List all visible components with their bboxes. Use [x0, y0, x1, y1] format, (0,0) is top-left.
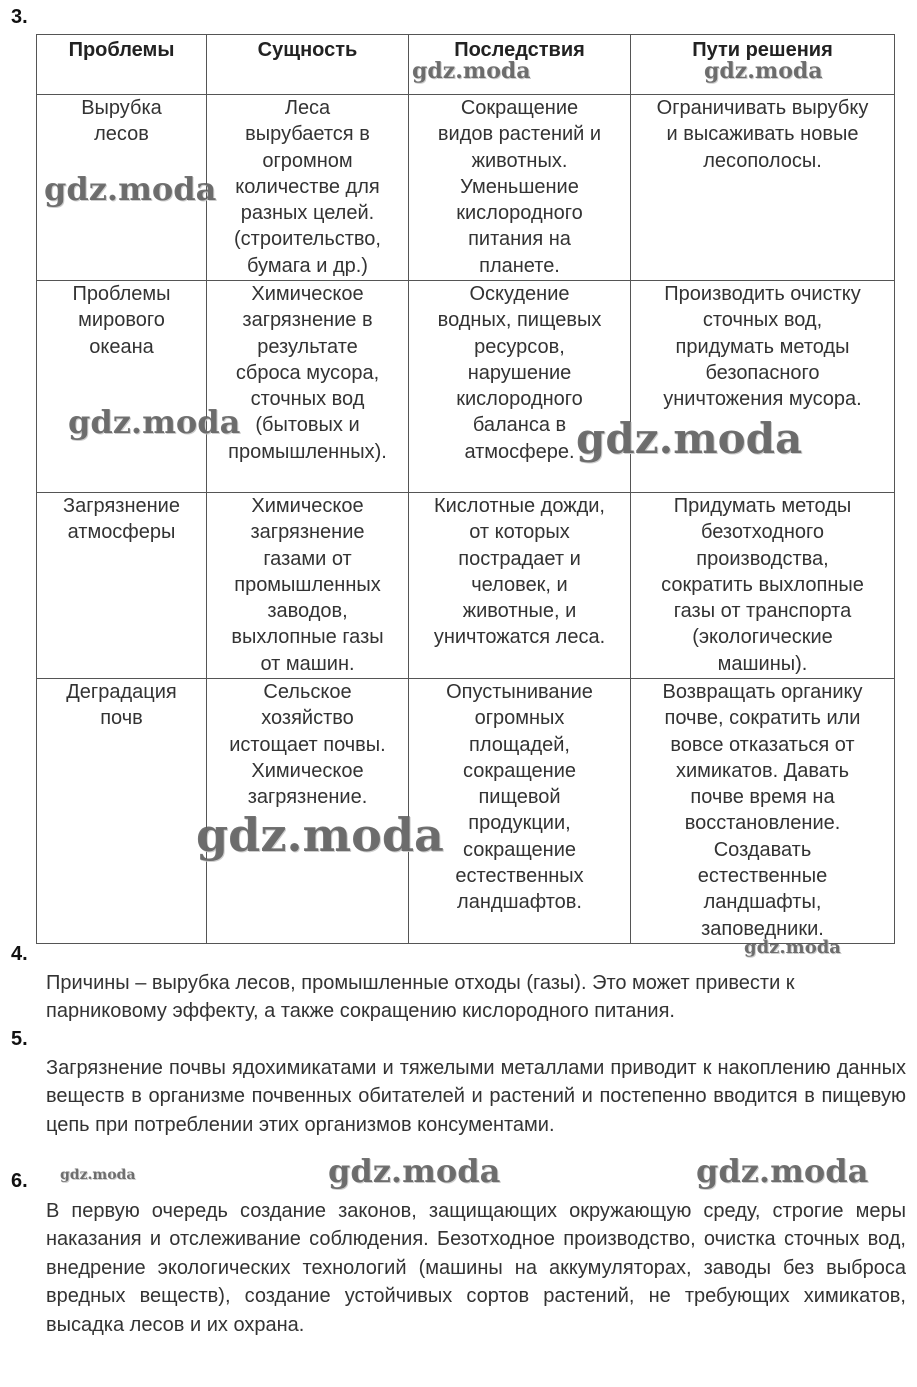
task-number-5: 5.: [11, 1028, 28, 1050]
header-consequences: Последствия: [409, 35, 631, 95]
task5-text: Загрязнение почвы ядохимикатами и тяжелыми металлами приводит к накоплению данных веществ в организме почвенных обитателей и растений и постепенно вводится в пищевую цепь при потреблении этих организмов консументами.: [46, 1057, 906, 1136]
cell-essence: Сельское хозяйство истощает почвы. Химическое загрязнение.: [207, 679, 409, 944]
cell-consequences: Кислотные дожди, от которых пострадает и человек, и животные, и уничтожатся леса.: [409, 493, 631, 679]
header-essence: Сущность: [207, 35, 409, 95]
cell-solutions: Производить очистку сточных вод, придумать методы безопасного уничтожения мусора.: [631, 281, 895, 493]
cell-problem: Загрязнение атмосферы: [37, 493, 207, 679]
task-number-4: 4.: [11, 943, 28, 965]
task4-text: Причины – вырубка лесов, промышленные отходы (газы). Это может привести к парниковому эффекту, а также сокращению кислородного питания.: [46, 972, 795, 1023]
watermark-logo: gdz.moda: [328, 1152, 501, 1190]
watermark-logo: gdz.moda: [576, 414, 803, 463]
cell-consequences: Опустынивание огромных площадей, сокращение пищевой продукции, сокращение естественных ландшафтов.: [409, 679, 631, 944]
cell-essence: Леса вырубается в огромном количестве для разных целей. (строительство, бумага и др.): [207, 95, 409, 281]
cell-solutions: Ограничивать вырубку и высаживать новые лесополосы.: [631, 95, 895, 281]
watermark-logo: gdz.moda: [44, 170, 217, 208]
task-number-3: 3.: [11, 6, 28, 28]
watermark-logo: gdz.moda: [196, 808, 444, 862]
watermark-logo: gdz.moda: [412, 58, 531, 84]
watermark-logo: gdz.moda: [68, 403, 241, 441]
watermark-logo: gdz.moda: [704, 58, 823, 84]
cell-consequences: Оскудение водных, пищевых ресурсов, нарушение кислородного баланса в атмосфере.: [409, 281, 631, 493]
task6-text: В первую очередь создание законов, защищающих окружающую среду, строгие меры наказания и отслеживание соблюдения. Безотходное производство, очистка сточных вод, внедрение экологических технологий (машины на аккумуляторах, заводы без выброса вредных веществ), создание устойчивых сортов растений, не требующих химикатов, высадка лесов и их охрана.: [46, 1200, 906, 1336]
cell-consequences: Сокращение видов растений и животных. Уменьшение кислородного питания на планете.: [409, 95, 631, 281]
cell-solutions: Придумать методы безотходного производства, сократить выхлопные газы от транспорта (экологические машины).: [631, 493, 895, 679]
watermark-logo: gdz.moda: [696, 1152, 869, 1190]
cell-essence: Химическое загрязнение газами от промышленных заводов, выхлопные газы от машин.: [207, 493, 409, 679]
table-row: [37, 493, 895, 679]
cell-essence: Химическое загрязнение в результате сброса мусора, сточных вод (бытовых и промышленных).: [207, 281, 409, 493]
cell-problem: Проблемы мирового океана: [37, 281, 207, 493]
task-number-6: 6.: [11, 1170, 28, 1192]
header-problems: Проблемы: [37, 35, 207, 95]
table-row: [37, 679, 895, 944]
cell-problem: Деградация почв: [37, 679, 207, 944]
cell-problem: Вырубка лесов: [37, 95, 207, 281]
header-solutions: Пути решения: [631, 35, 895, 95]
watermark-logo: gdz.moda: [744, 937, 841, 958]
cell-solutions: Возвращать органику почве, сократить или вовсе отказаться от химикатов. Давать почве время на восстановление. Создавать естественные ландшафты, заповедники.: [631, 679, 895, 944]
watermark-logo: gdz.moda: [60, 1167, 136, 1183]
